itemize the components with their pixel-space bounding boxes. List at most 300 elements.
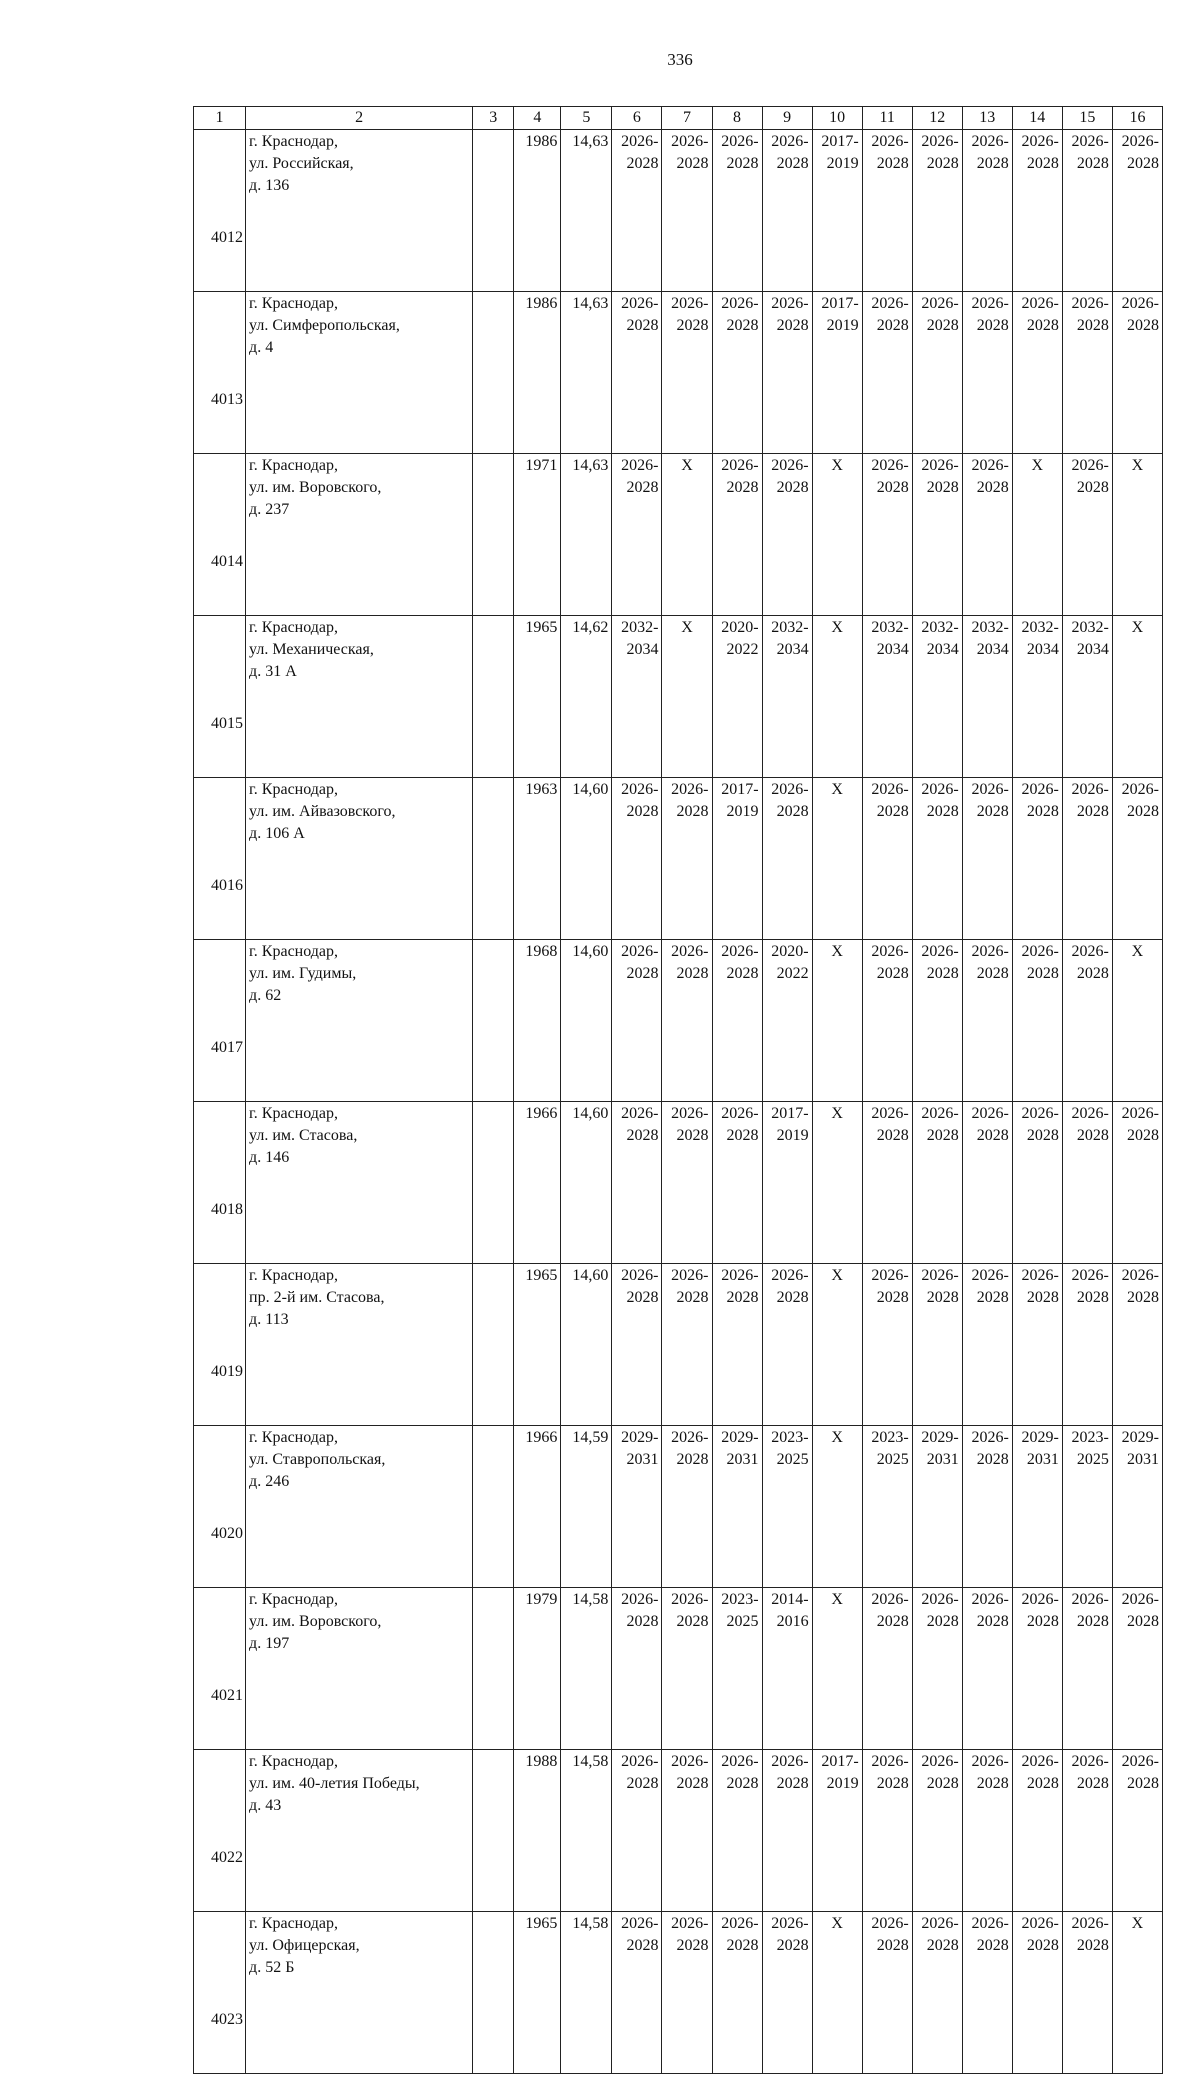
address-cell [246,778,473,940]
period-cell [1062,778,1112,940]
period-part: 2026- [771,1267,809,1284]
period-part: 2028 [1026,1775,1059,1792]
period-part: 2031 [926,1451,959,1468]
year-cell: 1966 [514,1102,561,1264]
period-part: 2029- [621,1429,659,1446]
address-line: д. 62 [249,987,282,1004]
period-cell [862,1426,912,1588]
address-line: д. 106 А [249,825,305,842]
period-part: 2026- [721,295,759,312]
period-part: 2028 [976,1451,1009,1468]
period-part: 2026- [971,295,1009,312]
period-part: 2028 [876,1127,909,1144]
address-line: д. 43 [249,1797,282,1814]
period-cell [962,616,1012,778]
period-part: 2026- [1021,133,1059,150]
period-part: 2019 [826,155,859,172]
period-part: 2026- [1121,133,1159,150]
address-line: г. Краснодар, [249,619,339,636]
period-part: 2026- [621,1267,659,1284]
period-part: 2026- [971,1915,1009,1932]
period-cell [912,1102,962,1264]
period-part: 2028 [1026,1289,1059,1306]
period-part: 2026- [1121,1753,1159,1770]
table-row [194,1750,1163,1912]
not-applicable-cell: X [1112,616,1162,778]
address-line: д. 113 [249,1311,289,1328]
address-line: д. 52 Б [249,1959,295,1976]
period-cell [1062,1264,1112,1426]
period-part: 2028 [626,155,659,172]
period-part: 2031 [1026,1451,1059,1468]
period-part: 2028 [1026,1127,1059,1144]
period-part: 2026- [971,1591,1009,1608]
year-cell: 1986 [514,130,561,292]
period-cell [612,940,662,1102]
address-cell [246,1426,473,1588]
period-part: 2026- [721,943,759,960]
period-part: 2028 [676,1775,709,1792]
period-part: 2028 [1127,1289,1159,1306]
period-cell [1012,1264,1062,1426]
period-part: 2026- [1121,295,1159,312]
period-part: 2019 [826,1775,859,1792]
period-cell [612,1264,662,1426]
value-cell: 14,58 [561,1750,612,1912]
address-line: пр. 2-й им. Стасова, [249,1289,385,1306]
period-part: 2026- [1071,295,1109,312]
period-cell [612,778,662,940]
period-cell [1112,130,1162,292]
period-cell [612,1912,662,2074]
period-cell [1112,1426,1162,1588]
period-part: 2026- [1021,943,1059,960]
address-line: ул. Офицерская, [249,1937,360,1954]
period-cell [612,1750,662,1912]
not-applicable-cell: X [812,778,862,940]
not-applicable-cell: X [812,1912,862,2074]
period-part: 2028 [626,1775,659,1792]
period-part: 2029- [721,1429,759,1446]
period-part: 2026- [1071,1267,1109,1284]
period-cell [1062,454,1112,616]
value-cell: 14,58 [561,1588,612,1750]
year-cell: 1979 [514,1588,561,1750]
period-part: 2026- [1071,1105,1109,1122]
year-cell: 1986 [514,292,561,454]
period-cell [1062,1750,1112,1912]
address-line: д. 136 [249,177,290,194]
period-part: 2028 [776,1937,809,1954]
period-part: 2028 [976,803,1009,820]
period-part: 2028 [976,1289,1009,1306]
period-part: 2026- [671,1105,709,1122]
period-part: 2028 [926,1937,959,1954]
table-row [194,1588,1163,1750]
period-part: 2032- [621,619,659,636]
period-part: 2028 [1127,803,1159,820]
period-cell [962,940,1012,1102]
year-cell: 1965 [514,616,561,778]
period-part: 2026- [721,133,759,150]
period-part: 2028 [676,1289,709,1306]
period-part: 2028 [926,155,959,172]
period-part: 2026- [1071,1591,1109,1608]
period-part: 2014- [771,1591,809,1608]
period-part: 2028 [626,317,659,334]
period-cell [1062,292,1112,454]
period-part: 2028 [1076,1289,1109,1306]
period-part: 2028 [876,317,909,334]
period-part: 2026- [721,1267,759,1284]
period-cell [1062,1102,1112,1264]
period-part: 2028 [926,1289,959,1306]
period-part: 2028 [676,965,709,982]
period-part: 2026- [721,1753,759,1770]
period-cell [762,1264,812,1426]
period-part: 2028 [776,155,809,172]
period-cell [1012,1588,1062,1750]
period-part: 2028 [976,317,1009,334]
period-part: 2026- [1071,457,1109,474]
address-line: д. 237 [249,501,290,518]
period-part: 2028 [726,965,759,982]
period-part: 2026- [871,781,909,798]
period-part: 2026- [1071,943,1109,960]
period-cell [762,616,812,778]
period-part: 2026- [1071,781,1109,798]
period-part: 2023- [771,1429,809,1446]
period-part: 2028 [976,965,1009,982]
period-cell [762,940,812,1102]
period-part: 2028 [626,479,659,496]
not-applicable-cell: X [812,940,862,1102]
period-part: 2026- [921,133,959,150]
period-part: 2032- [1021,619,1059,636]
period-cell [662,1750,712,1912]
period-part: 2019 [726,803,759,820]
period-cell [712,454,762,616]
period-part: 2026- [971,133,1009,150]
address-cell [246,1588,473,1750]
period-part: 2026- [671,295,709,312]
table-row [194,940,1163,1102]
row-number: 4016 [194,778,246,940]
row-number: 4015 [194,616,246,778]
address-cell [246,940,473,1102]
period-cell [1112,778,1162,940]
period-part: 2025 [876,1451,909,1468]
year-cell: 1968 [514,940,561,1102]
period-part: 2028 [776,1289,809,1306]
column-header: 12 [912,107,962,130]
row-number: 4017 [194,940,246,1102]
period-part: 2028 [876,965,909,982]
column-header: 15 [1062,107,1112,130]
period-part: 2031 [726,1451,759,1468]
period-part: 2028 [1127,155,1159,172]
period-cell [862,130,912,292]
column-header: 16 [1112,107,1162,130]
period-part: 2026- [1021,1753,1059,1770]
period-part: 2023- [721,1591,759,1608]
period-part: 2023- [1071,1429,1109,1446]
period-cell [662,778,712,940]
empty-cell [473,616,514,778]
period-part: 2028 [1076,317,1109,334]
period-cell [762,1426,812,1588]
not-applicable-cell: X [1112,940,1162,1102]
period-cell [962,778,1012,940]
period-part: 2026- [921,1915,959,1932]
period-part: 2028 [1026,317,1059,334]
period-part: 2026- [621,1591,659,1608]
period-part: 2026- [771,295,809,312]
period-part: 2028 [676,155,709,172]
period-part: 2026- [1071,1915,1109,1932]
period-part: 2026- [721,1105,759,1122]
value-cell: 14,60 [561,778,612,940]
period-part: 2026- [1021,295,1059,312]
period-part: 2028 [676,1127,709,1144]
period-part: 2028 [876,1289,909,1306]
address-line: ул. им. Гудимы, [249,965,357,982]
period-part: 2026- [871,295,909,312]
period-part: 2019 [776,1127,809,1144]
value-cell: 14,62 [561,616,612,778]
period-part: 2028 [876,803,909,820]
period-part: 2028 [1127,317,1159,334]
period-part: 2028 [926,965,959,982]
period-cell [712,1426,762,1588]
row-number: 4019 [194,1264,246,1426]
address-line: г. Краснодар, [249,1429,339,1446]
period-cell [962,1264,1012,1426]
address-line: д. 31 А [249,663,297,680]
period-cell [912,1264,962,1426]
column-header: 7 [662,107,712,130]
period-part: 2028 [676,1937,709,1954]
table-body [194,130,1163,2074]
period-cell [612,616,662,778]
period-cell [612,130,662,292]
period-cell [1112,1750,1162,1912]
table-row [194,1264,1163,1426]
empty-cell [473,1588,514,1750]
period-part: 2028 [776,317,809,334]
period-cell [762,778,812,940]
period-part: 2028 [1076,1937,1109,1954]
period-part: 2026- [1021,781,1059,798]
period-part: 2020- [721,619,759,636]
year-cell: 1963 [514,778,561,940]
period-cell [712,1588,762,1750]
empty-cell [473,778,514,940]
period-cell [762,454,812,616]
address-cell [246,1264,473,1426]
address-line: д. 197 [249,1635,290,1652]
column-header: 11 [862,107,912,130]
empty-cell [473,1426,514,1588]
period-cell [1012,1750,1062,1912]
period-cell [1012,1426,1062,1588]
period-part: 2032- [1071,619,1109,636]
period-part: 2032- [771,619,809,636]
empty-cell [473,1264,514,1426]
address-line: ул. Механическая, [249,641,374,658]
column-header: 10 [812,107,862,130]
period-part: 2028 [1127,1127,1159,1144]
column-header: 13 [962,107,1012,130]
period-part: 2026- [1071,133,1109,150]
period-part: 2028 [626,1289,659,1306]
period-cell [1112,292,1162,454]
empty-cell [473,1912,514,2074]
period-cell [762,130,812,292]
period-part: 2028 [876,1775,909,1792]
address-line: ул. им. Стасова, [249,1127,358,1144]
period-part: 2026- [621,943,659,960]
period-part: 2026- [921,781,959,798]
not-applicable-cell: X [1112,1912,1162,2074]
period-cell [612,454,662,616]
period-part: 2028 [676,1451,709,1468]
period-cell [912,616,962,778]
period-part: 2028 [726,479,759,496]
period-part: 2026- [671,781,709,798]
period-part: 2023- [871,1429,909,1446]
period-cell [712,940,762,1102]
period-part: 2028 [776,1775,809,1792]
period-part: 2026- [971,1753,1009,1770]
period-part: 2029- [1021,1429,1059,1446]
table-row [194,778,1163,940]
address-line: ул. Симферопольская, [249,317,400,334]
period-part: 2016 [776,1613,809,1630]
row-number: 4012 [194,130,246,292]
period-cell [862,1750,912,1912]
address-line: г. Краснодар, [249,1915,339,1932]
table-row [194,1426,1163,1588]
period-part: 2028 [626,803,659,820]
period-part: 2026- [1071,1753,1109,1770]
period-cell [862,1102,912,1264]
period-part: 2028 [976,155,1009,172]
period-cell [1012,292,1062,454]
period-part: 2026- [871,1105,909,1122]
period-part: 2028 [1026,155,1059,172]
address-line: ул. Ставропольская, [249,1451,386,1468]
period-part: 2028 [1076,1613,1109,1630]
period-cell [862,940,912,1102]
period-part: 2026- [871,1267,909,1284]
period-part: 2026- [671,1591,709,1608]
header-row [194,107,1163,130]
page-number: 336 [667,50,693,69]
period-part: 2028 [676,317,709,334]
period-part: 2028 [726,1289,759,1306]
period-cell [712,616,762,778]
address-line: ул. им. 40-летия Победы, [249,1775,420,1792]
period-cell [712,778,762,940]
period-part: 2028 [726,155,759,172]
period-part: 2034 [926,641,959,658]
period-cell [962,1912,1012,2074]
year-cell: 1965 [514,1912,561,2074]
period-cell [612,1426,662,1588]
not-applicable-cell: X [812,1426,862,1588]
row-number: 4022 [194,1750,246,1912]
table-row [194,616,1163,778]
period-cell [712,1750,762,1912]
empty-cell [473,1102,514,1264]
period-part: 2026- [671,1267,709,1284]
year-cell: 1965 [514,1264,561,1426]
period-part: 2028 [1026,1613,1059,1630]
period-cell [712,1912,762,2074]
period-part: 2020- [771,943,809,960]
period-cell [912,130,962,292]
value-cell: 14,58 [561,1912,612,2074]
period-cell [612,1588,662,1750]
address-line: г. Краснодар, [249,457,339,474]
period-part: 2034 [876,641,909,658]
period-cell [962,454,1012,616]
period-part: 2017- [771,1105,809,1122]
year-cell: 1966 [514,1426,561,1588]
period-part: 2017- [721,781,759,798]
address-line: д. 4 [249,339,274,356]
period-part: 2026- [921,1267,959,1284]
row-number: 4013 [194,292,246,454]
period-cell [1012,616,1062,778]
address-line: г. Краснодар, [249,943,339,960]
period-cell [862,1264,912,1426]
period-part: 2028 [1076,803,1109,820]
period-part: 2026- [1021,1105,1059,1122]
period-cell [962,1426,1012,1588]
period-part: 2026- [1021,1267,1059,1284]
period-part: 2026- [671,1753,709,1770]
not-applicable-cell: X [662,454,712,616]
address-line: г. Краснодар, [249,1591,339,1608]
period-part: 2026- [921,1105,959,1122]
not-applicable-cell: X [812,1102,862,1264]
period-part: 2026- [921,943,959,960]
period-part: 2028 [626,1613,659,1630]
address-line: г. Краснодар, [249,1105,339,1122]
table-row [194,454,1163,616]
period-cell [1062,940,1112,1102]
period-part: 2034 [626,641,659,658]
period-part: 2026- [971,1267,1009,1284]
year-cell: 1988 [514,1750,561,1912]
period-part: 2028 [926,1127,959,1144]
period-part: 2026- [621,1105,659,1122]
period-part: 2017- [821,1753,859,1770]
address-cell [246,292,473,454]
period-cell [1012,778,1062,940]
period-cell [912,1426,962,1588]
value-cell: 14,63 [561,130,612,292]
value-cell: 14,60 [561,1264,612,1426]
period-part: 2028 [626,1937,659,1954]
period-cell [662,292,712,454]
period-part: 2026- [1121,1105,1159,1122]
period-part: 2017- [821,133,859,150]
column-header: 5 [561,107,612,130]
period-part: 2026- [871,1915,909,1932]
